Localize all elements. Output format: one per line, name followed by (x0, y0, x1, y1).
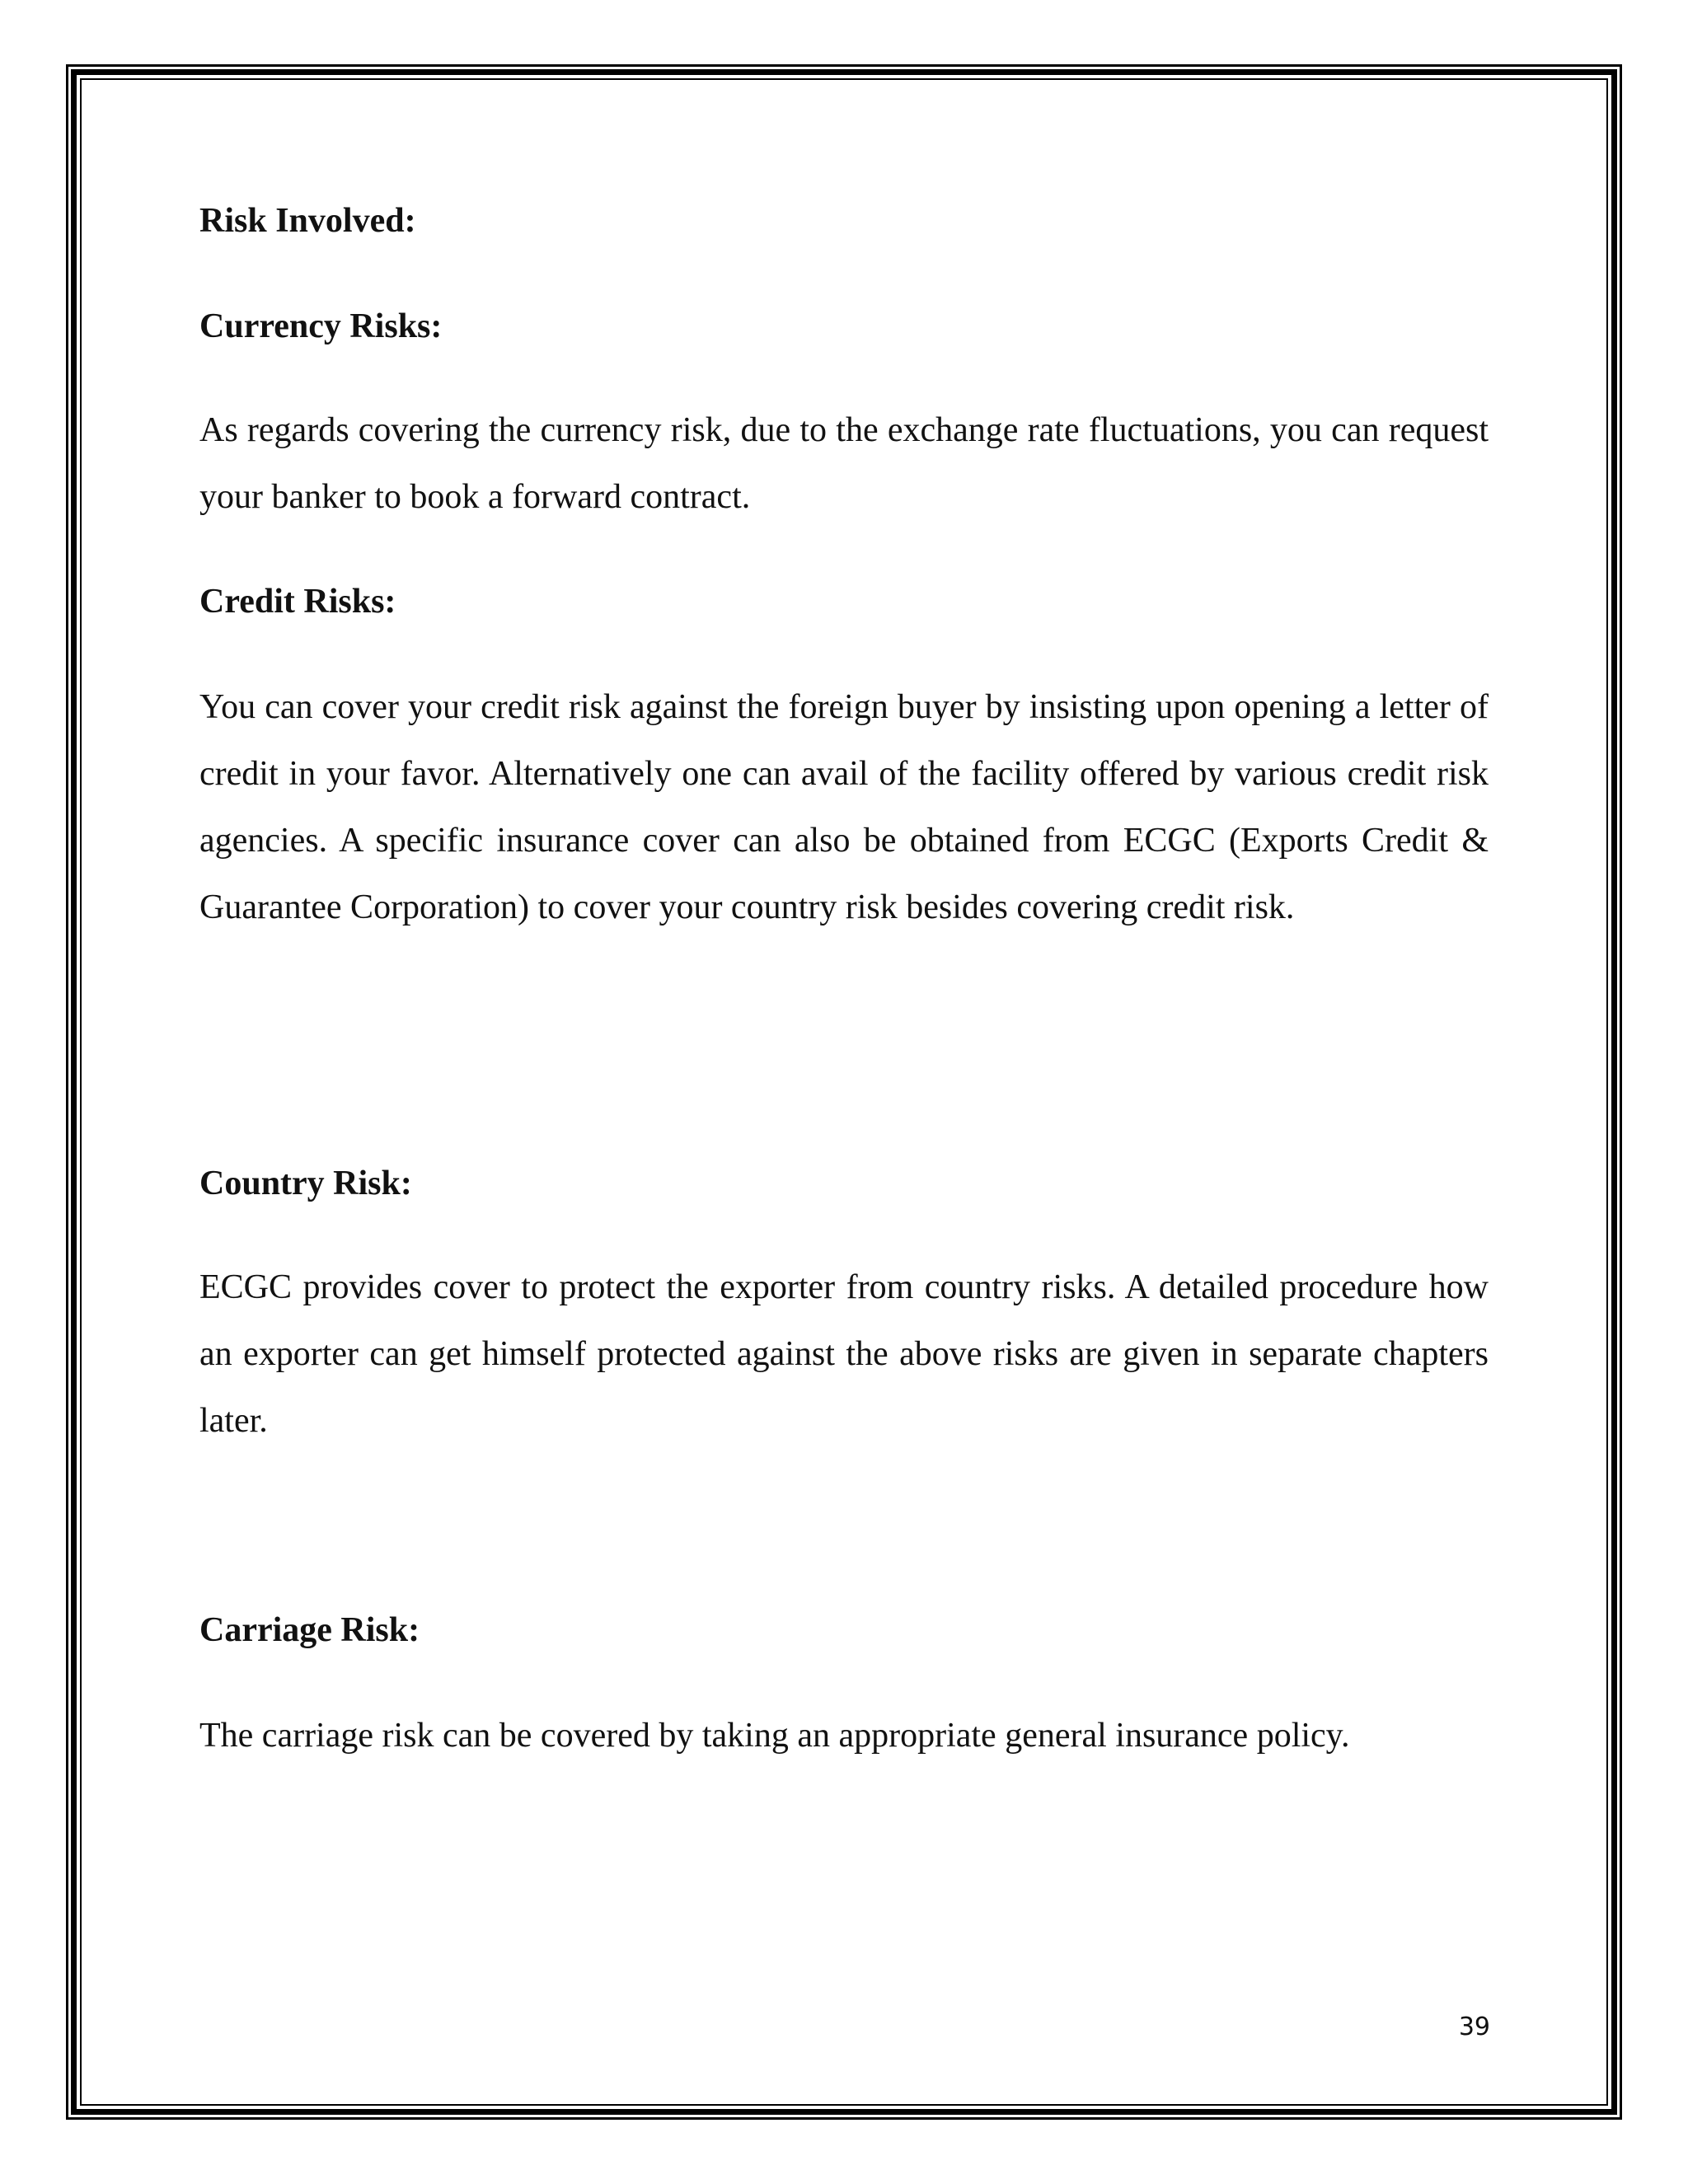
page-border-inner (80, 78, 1608, 2106)
paragraph-country-risk: ECGC provides cover to protect the exporter from country risks. A detailed procedure how an exporter can get himself protected against the above risks are given in separate chapters later. (199, 1268, 1489, 1440)
paragraph-currency-risks: As regards covering the currency risk, due to the exchange rate fluctuations, you can request your banker to book a forward contract. (199, 411, 1489, 516)
heading-country-risk: Country Risk: (199, 1165, 412, 1202)
heading-credit-risks: Credit Risks: (199, 583, 396, 621)
heading-carriage-risk: Carriage Risk: (199, 1611, 420, 1649)
page-number: 39 (1458, 2013, 1490, 2041)
paragraph-credit-risks: You can cover your credit risk against the foreign buyer by insisting upon opening a letter of credit in your favor. Alternatively one can avail of the facility offered by various credit risk agencies. A specific insurance cover can also be obtained from ECGC (Exports Credit & Guarantee Corporation) to cover your country risk besides covering credit risk. (199, 688, 1489, 926)
heading-currency-risks: Currency Risks: (199, 307, 443, 345)
heading-risk-involved: Risk Involved: (199, 202, 416, 240)
paragraph-carriage-risk: The carriage risk can be covered by taking an appropriate general insurance policy. (199, 1717, 1350, 1755)
